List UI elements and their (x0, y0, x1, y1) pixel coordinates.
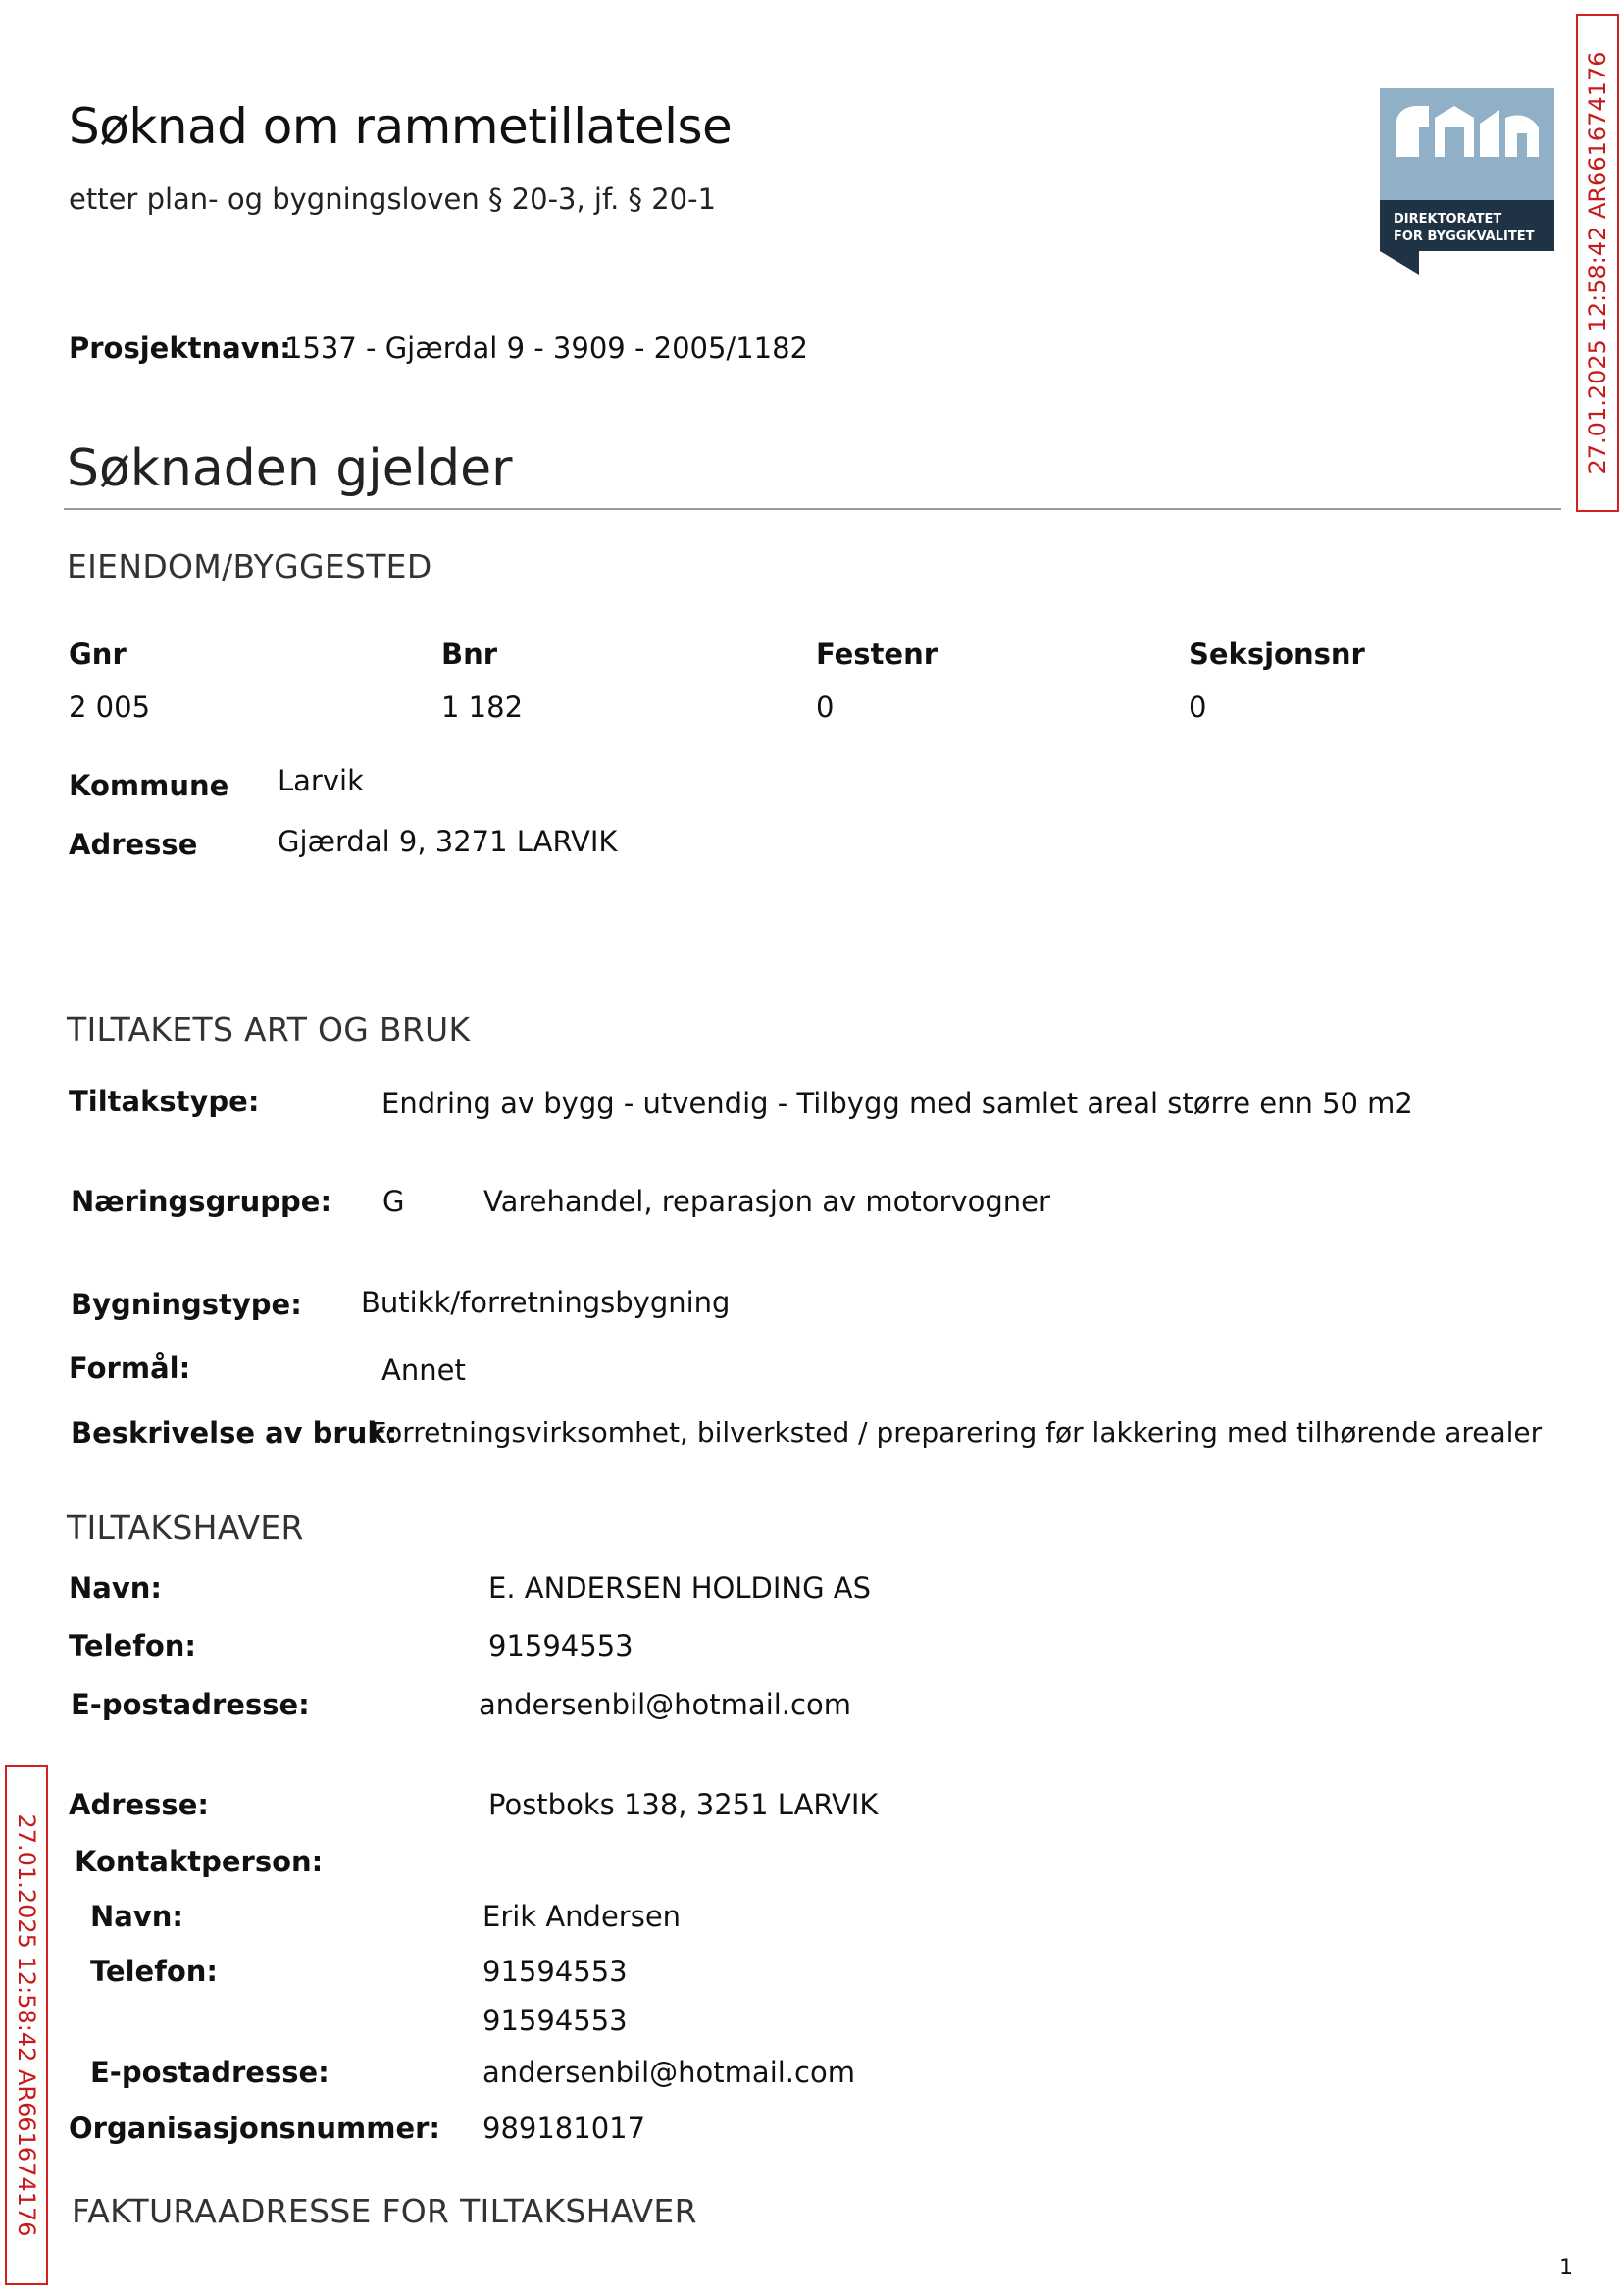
bnr-label: Bnr (441, 637, 498, 671)
dibk-logo-icon (1380, 88, 1554, 275)
formaal-label: Formål: (69, 1351, 191, 1385)
beskrivelse-value: Forretningsvirksomhet, bilverksted / preparering før lakkering med tilhørende arealer (371, 1416, 1543, 1449)
festenr-value: 0 (816, 690, 835, 724)
orgnr-label: Organisasjonsnummer: (69, 2112, 441, 2145)
seksjonsnr-value: 0 (1189, 690, 1207, 724)
logo-line-1: DIREKTORATET (1394, 212, 1502, 227)
applicant-heading: TILTAKSHAVER (67, 1508, 304, 1547)
kontakt-telefon-value: 91594553 (482, 1955, 628, 1988)
measure-heading: TILTAKETS ART OG BRUK (67, 1010, 471, 1048)
project-value: 1537 - Gjærdal 9 - 3909 - 2005/1182 (284, 331, 809, 365)
naeringsgruppe-label: Næringsgruppe: (71, 1185, 332, 1218)
applicant-adresse-label: Adresse: (69, 1788, 209, 1821)
section-divider (64, 508, 1561, 510)
adresse-label: Adresse (69, 828, 198, 861)
archive-stamp-bottom-text: 27.01.2025 12:58:42 AR661674176 (13, 1813, 40, 2237)
property-heading: EIENDOM/BYGGESTED (67, 547, 432, 586)
archive-stamp-top (1576, 14, 1619, 512)
kontakt-epost-value: andersenbil@hotmail.com (482, 2056, 855, 2089)
bnr-value: 1 182 (441, 690, 524, 724)
bygningstype-value: Butikk/forretningsbygning (361, 1286, 731, 1319)
applicant-navn-value: E. ANDERSEN HOLDING AS (488, 1571, 872, 1605)
tiltakstype-value: Endring av bygg - utvendig - Tilbygg med samlet areal større enn 50 m2 (381, 1087, 1413, 1120)
kontaktperson-label: Kontaktperson: (75, 1845, 324, 1878)
kontakt-navn-value: Erik Andersen (482, 1900, 682, 1933)
kommune-value: Larvik (278, 764, 364, 797)
applicant-navn-label: Navn: (69, 1571, 162, 1605)
naeringsgruppe-code: G (382, 1185, 405, 1218)
naeringsgruppe-value: Varehandel, reparasjon av motorvogner (483, 1185, 1050, 1218)
formaal-value: Annet (381, 1353, 466, 1387)
kommune-label: Kommune (69, 769, 229, 802)
page-title: Søknad om rammetillatelse (69, 98, 733, 155)
seksjonsnr-label: Seksjonsnr (1189, 637, 1365, 671)
project-label: Prosjektnavn: (69, 331, 291, 365)
applicant-epost-label: E-postadresse: (71, 1688, 310, 1721)
kontakt-epost-label: E-postadresse: (90, 2056, 330, 2089)
archive-stamp-bottom (5, 1765, 48, 2285)
gnr-label: Gnr (69, 637, 127, 671)
applicant-telefon-label: Telefon: (69, 1629, 196, 1662)
bygningstype-label: Bygningstype: (71, 1288, 302, 1321)
page-subtitle: etter plan- og bygningsloven § 20-3, jf. § 20-1 (69, 182, 717, 216)
applicant-telefon-value: 91594553 (488, 1629, 634, 1662)
applicant-adresse-value: Postboks 138, 3251 LARVIK (488, 1788, 879, 1821)
dibk-logo (1380, 88, 1554, 275)
kontakt-navn-label: Navn: (90, 1900, 183, 1933)
page-number: 1 (1559, 2256, 1573, 2280)
section-title: Søknaden gjelder (67, 439, 513, 498)
logo-line-2: FOR BYGGKVALITET (1394, 229, 1535, 244)
tiltakstype-label: Tiltakstype: (69, 1085, 260, 1118)
festenr-label: Festenr (816, 637, 939, 671)
orgnr-value: 989181017 (482, 2112, 646, 2145)
invoice-heading: FAKTURAADRESSE FOR TILTAKSHAVER (72, 2192, 697, 2230)
applicant-epost-value: andersenbil@hotmail.com (479, 1688, 851, 1721)
adresse-value: Gjærdal 9, 3271 LARVIK (278, 825, 618, 858)
kontakt-telefon-value-2: 91594553 (482, 2004, 628, 2037)
kontakt-telefon-label: Telefon: (90, 1955, 218, 1988)
archive-stamp-top-text: 27.01.2025 12:58:42 AR661674176 (1584, 51, 1611, 475)
gnr-value: 2 005 (69, 690, 151, 724)
beskrivelse-label: Beskrivelse av bruk: (71, 1416, 398, 1450)
